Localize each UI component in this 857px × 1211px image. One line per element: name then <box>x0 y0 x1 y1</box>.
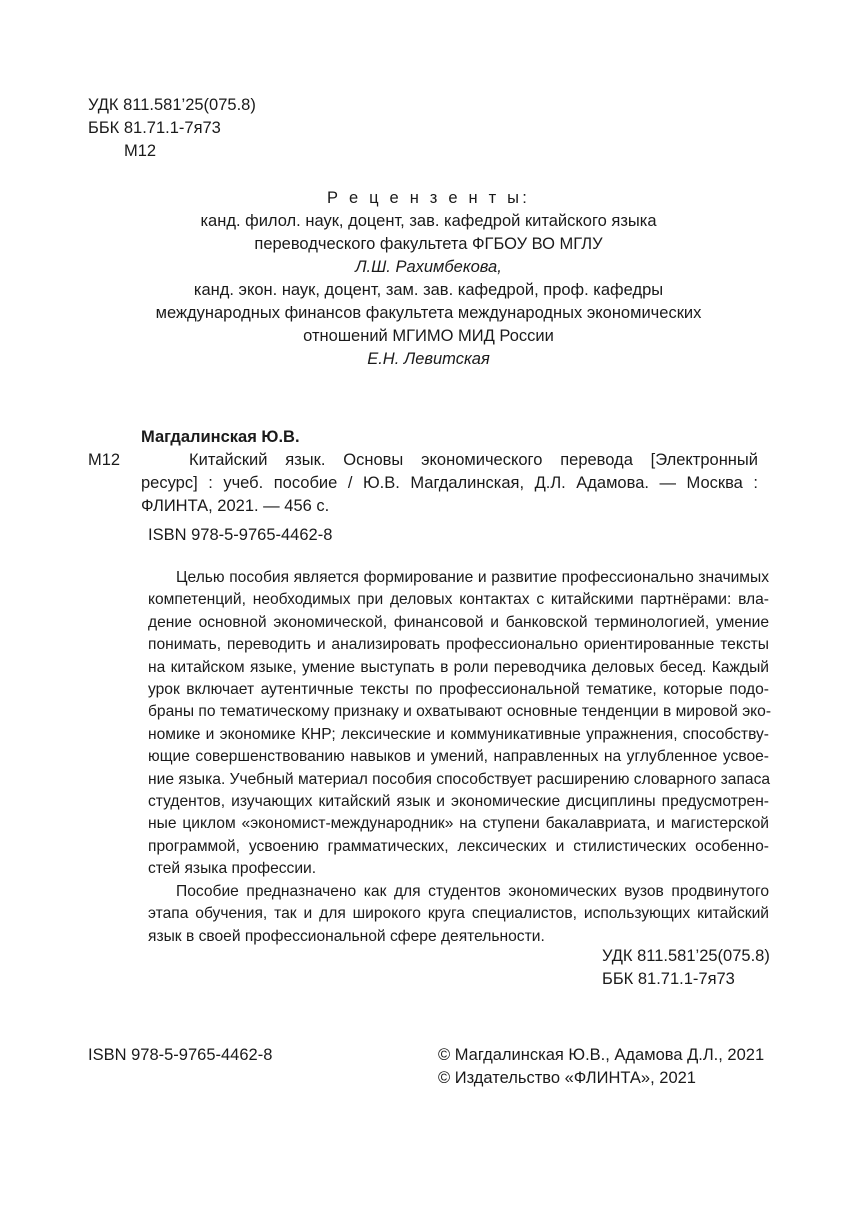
annotation-line: стей языка профессии. <box>148 860 317 878</box>
classification-codes-top <box>88 94 256 163</box>
annotation-line: Целью пособия является формирование и развитие профессионально значимых <box>176 569 769 586</box>
reviewer2-line: канд. экон. наук, доцент, зам. зав. кафедрой, проф. кафедры <box>193 281 664 299</box>
bbk-code: ББК 81.71.1-7я73 <box>602 970 735 988</box>
footer-isbn: ISBN 978-5-9765-4462-8 <box>88 1046 273 1064</box>
reviewers-block <box>60 187 797 371</box>
copyright-authors: © Магдалинская Ю.В., Адамова Д.Л., 2021 <box>438 1046 765 1064</box>
copyright-block <box>438 1044 764 1090</box>
biblio-line: Китайский язык. Основы экономического перевода [Электронный <box>189 451 758 469</box>
copyright-publisher: © Издательство «ФЛИНТА», 2021 <box>438 1069 696 1087</box>
annotation-line: понимать, переводить и анализировать профессионально ориентированные тексты <box>148 636 769 654</box>
annotation-line: ные циклом «экономист-международник» на ступени бакалавриата, и магистерской <box>148 815 769 833</box>
annotation-line: программой, усвоению грамматических, лексических и стилистических особенно- <box>148 837 769 855</box>
annotation-line: урок включает аутентичные тексты по профессиональной тематике, которые подо- <box>148 681 769 699</box>
annotation-line: ющие совершенствованию навыков и умений, направленных на углубленное усвое- <box>148 748 769 766</box>
biblio-line: ресурс] : учеб. пособие / Ю.В. Магдалинская, Д.Л. Адамова. — Москва : <box>141 474 758 492</box>
biblio-description <box>141 449 758 518</box>
udk-code: УДК 811.581’25(075.8) <box>602 947 770 965</box>
reviewers-heading: Р е ц е н з е н т ы: <box>326 189 531 207</box>
annotation-line: браны по тематическому признаку и охватывают основные тенденции в мировой эко- <box>148 703 772 721</box>
annotation-line: на китайском языке, умение выступать в роли переводчика деловых бесед. Каждый <box>148 658 769 676</box>
biblio-isbn: ISBN 978-5-9765-4462-8 <box>148 526 333 544</box>
annotation-line: Пособие предназначено как для студентов экономических вузов продвинутого <box>176 882 769 900</box>
reviewer2-line: международных финансов факультета международных экономических <box>155 304 702 322</box>
udk-code: УДК 811.581’25(075.8) <box>88 96 256 114</box>
annotation-line: компетенций, необходимых при деловых контактах с китайскими партнёрами: вла- <box>148 591 769 609</box>
reviewer2-name: Е.Н. Левитская <box>367 350 490 368</box>
annotation-line: ние языка. Учебный материал пособия способствует расширению словарного запаса <box>148 770 771 788</box>
reviewer1-line: переводческого факультета ФГБОУ ВО МГЛУ <box>254 235 603 253</box>
bbk-code: ББК 81.71.1-7я73 <box>88 119 221 137</box>
annotation <box>148 567 772 948</box>
reviewer1-line: канд. филол. наук, доцент, зав. кафедрой китайского языка <box>200 212 657 230</box>
annotation-line: номике и экономике КНР; лексические и коммуникативные упражнения, способству- <box>148 725 769 743</box>
annotation-line: дение основной экономической, финансовой и банковской терминологией, умение <box>148 613 769 631</box>
annotation-line: студентов, изучающих китайский язык и экономические дисциплины предусмотрен- <box>148 793 769 811</box>
biblio-author-mark: М12 <box>88 451 121 469</box>
biblio-author: Магдалинская Ю.В. <box>141 428 300 446</box>
annotation-line: язык в своей профессиональной сфере деятельности. <box>148 927 545 945</box>
author-mark: М12 <box>124 142 157 160</box>
classification-codes-bottom <box>602 945 770 991</box>
reviewer1-name: Л.Ш. Рахимбекова, <box>355 258 502 276</box>
reviewer2-line: отношений МГИМО МИД России <box>303 327 554 345</box>
biblio-line: ФЛИНТА, 2021. — 456 с. <box>141 497 330 515</box>
annotation-line: этапа обучения, так и для широкого круга специалистов, использующих китайский <box>148 905 769 923</box>
